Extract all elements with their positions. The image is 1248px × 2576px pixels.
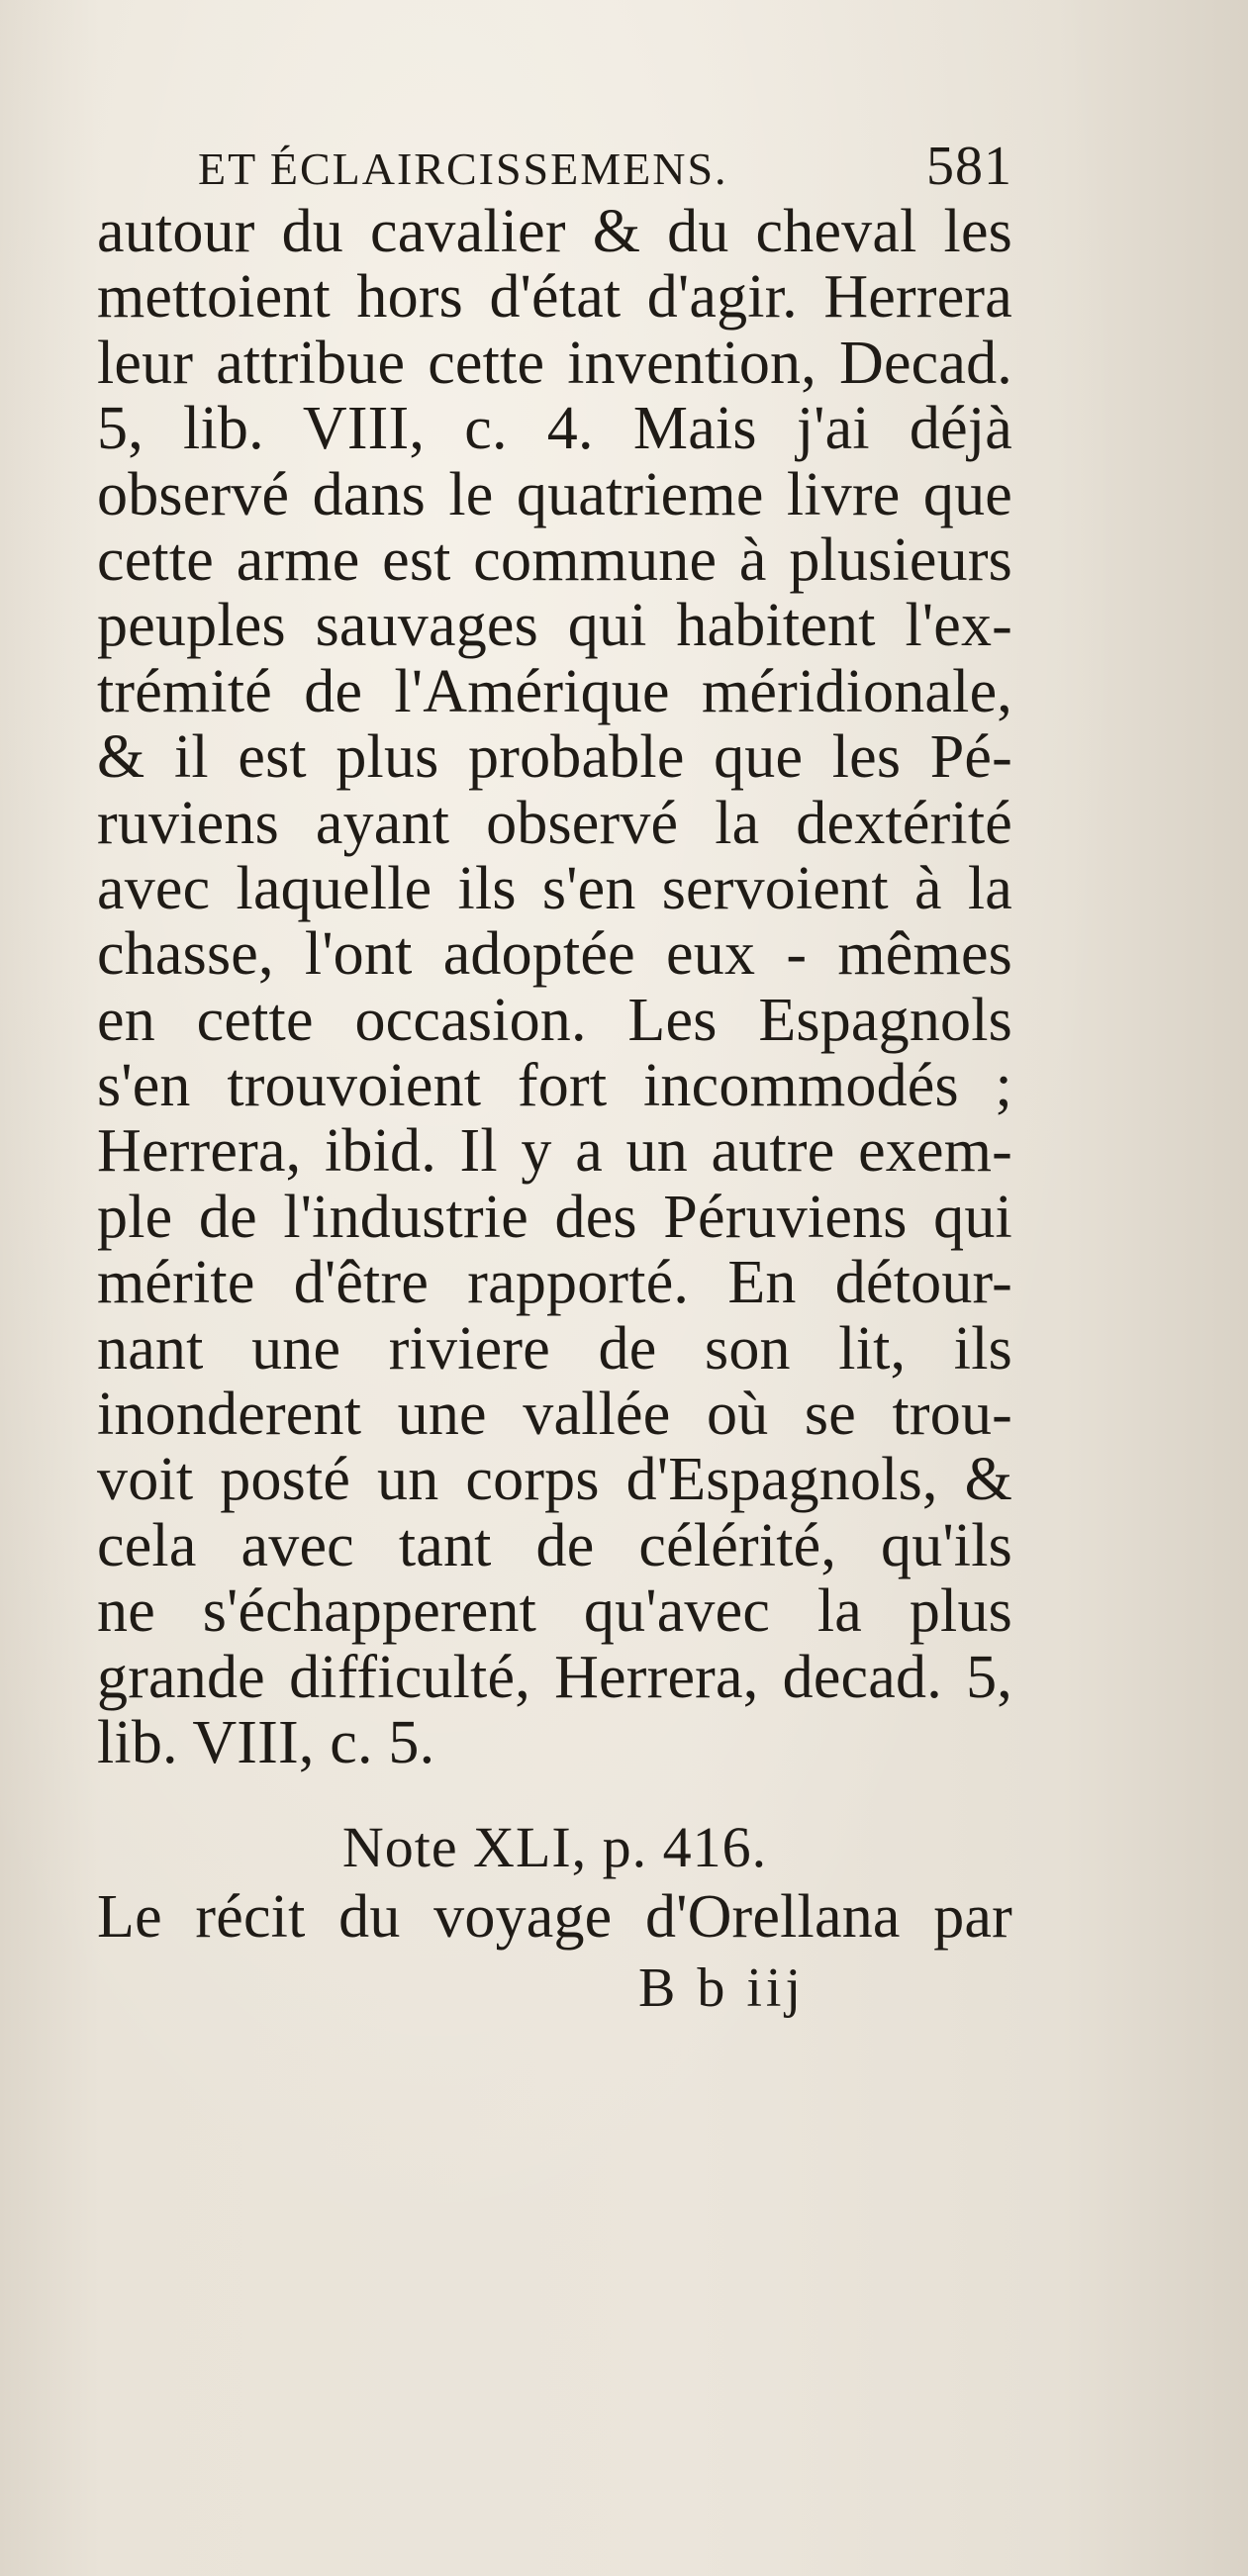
text-line: voit posté un corps d'Espagnols, & [97,1446,1012,1514]
text-line: ruviens ayant observé la dextérité [97,789,1012,857]
note-heading: Note XLI, p. 416. [341,1815,768,1880]
text-line: peuples sauvages qui habitent l'ex- [97,592,1012,660]
text-line: observé dans le quatrieme livre que [97,460,1012,528]
text-line: avec laquelle ils s'en servoient à la [97,854,1012,922]
continuation-line: Le récit du voyage d'Orellana par [97,1883,1012,1952]
text-line: & il est plus probable que les Pé- [97,723,1012,792]
body-text [97,199,1012,1775]
text-line: mettoient hors d'état d'agir. Herrera [97,263,1012,332]
text-line: ne s'échapperent qu'avec la plus [97,1577,1012,1646]
text-line: cela avec tant de célérité, qu'ils [97,1511,1012,1579]
running-title: ET ÉCLAIRCISSEMENS. [198,143,728,194]
text-line: 5, lib. VIII, c. 4. Mais j'ai déjà [97,395,1012,463]
text-line: chasse, l'ont adoptée eux - mêmes [97,920,1012,989]
text-line: autour du cavalier & du cheval les [97,198,1012,265]
signature-mark: B b iij [637,1957,805,2020]
text-line: Herrera, ibid. Il y a un autre exem- [97,1117,1012,1186]
text-line: trémité de l'Amérique méridionale, [97,657,1012,725]
page-number: 581 [926,136,1012,197]
text-line: lib. VIII, c. 5. [97,1708,435,1776]
text-line: ple de l'industrie des Péruviens qui [97,1183,1012,1251]
page-text-block [97,134,1012,2025]
text-line: mérite d'être rapporté. En détour- [97,1249,1012,1317]
text-line: nant une riviere de son lit, ils [97,1314,1012,1383]
text-line: leur attribue cette invention, Decad. [97,329,1012,397]
text-line: inonderent une vallée où se trou- [97,1381,1012,1449]
text-line: grande difficulté, Herrera, decad. 5, [97,1643,1012,1711]
running-header [97,134,1012,199]
text-line: s'en trouvoient fort incommodés ; [97,1052,1012,1120]
text-line: en cette occasion. Les Espagnols [97,986,1012,1054]
text-line: cette arme est commune à plusieurs [97,525,1012,594]
